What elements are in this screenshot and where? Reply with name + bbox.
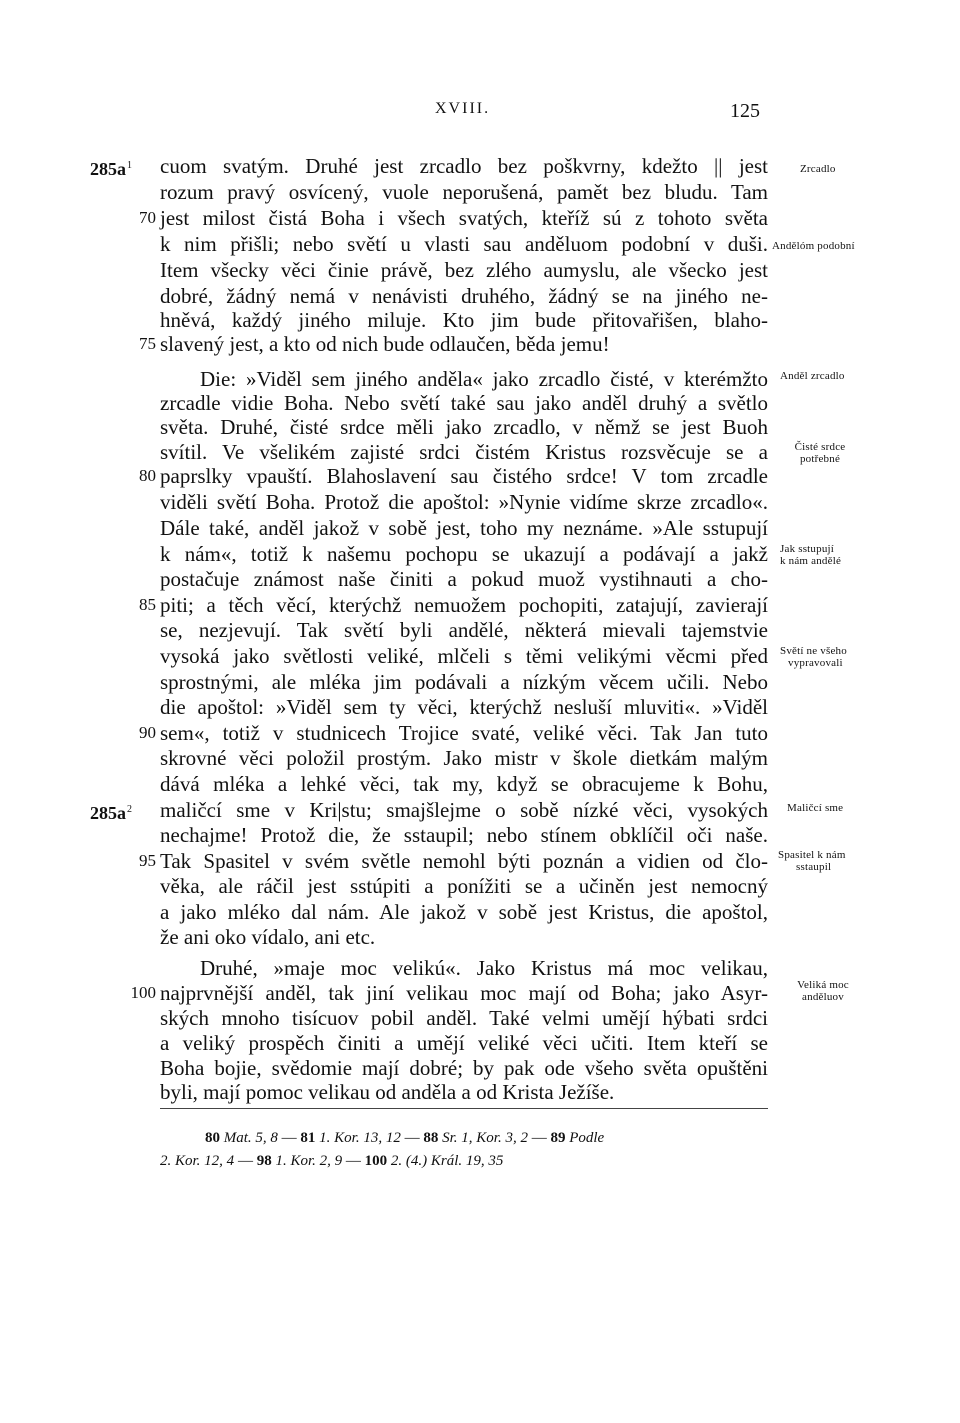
text-line: jest milost čistá Boha i všech svatých, kteříž sú z tohoto světa [160, 206, 768, 230]
margin-note: Maličcí sme [787, 802, 844, 814]
text-line: a veliký prospěch činiti a umějí veliké věci učiti. Item kteří se [160, 1031, 768, 1055]
text-line: svítil. Ve všelikém zajisté srdci čistém Kristus rozsvěcuje se a [160, 440, 768, 464]
folio-marker-1: $285a^1$ [90, 159, 132, 179]
text-line: dobré, žádný nemá v nenávisti druhého, žádný se na jiného ne- [160, 284, 768, 308]
line-number: 85 [139, 595, 156, 614]
folio-marker-2: $285a^2$ [90, 803, 132, 823]
margin-note: Zrcadlo [800, 163, 836, 175]
footnote-line: 80 Mat. 5, 8 — 81 1. Kor. 13, 12 — 88 Sr. 1, Kor. 3, 2 — 89 Podle [205, 1130, 605, 1146]
line-number: 95 [139, 851, 156, 870]
text-line: skrovné věci položil prostým. Jako mistr v škole dietkám malým [160, 746, 768, 770]
line-number: 80 [139, 466, 156, 485]
margin-note: Andělóm podobní [772, 240, 855, 252]
text-line: byli, mají pomoc velikau od anděla a od Krista Ježíše. [160, 1080, 615, 1104]
text-line: zrcadle vidie Boha. Nebo světí také sau jako anděl druhý a světlo [160, 391, 768, 415]
text-line: hněvá, každý jiného miluje. Kto jim bude přitovařišen, blaho- [160, 308, 768, 332]
text-line: ských mnoho tisícuov pobil anděl. Také velmi umějí hýbati srdci [160, 1006, 768, 1030]
text-line: k nám«, totiž k našemu pochopu se ukazují a podávají a jakž [160, 542, 768, 566]
margin-note: Veliká moc anděluov [797, 979, 849, 1003]
margin-note: Světí ne všeho vypravovali [780, 645, 847, 669]
text-line: najprvnější anděl, tak jiní velikau moc mají od Boha; jako Asyr- [160, 981, 768, 1005]
margin-note: Čisté srdce potřebné [794, 441, 846, 465]
text-line: že ani oko vídalo, ani etc. [160, 925, 376, 949]
text-line: postačuje známost naše činiti a pokud muož vystihnauti a cho- [160, 567, 768, 591]
text-line: sem«, totiž v studnicech Trojice svaté, veliké věci. Tak Jan tuto [160, 721, 768, 745]
section-number: XVIII. [435, 100, 491, 117]
text-line: rozum pravý osvícený, vuole neporušená, pamět bez bludu. Tam [160, 180, 768, 204]
text-line: se, nezjevují. Tak světí byli andělé, některá mievali tajemstvie [160, 618, 768, 642]
running-header [0, 100, 960, 130]
text-line: Tak Spasitel v svém světle nemohl býti poznán a vidien od člo- [160, 849, 768, 873]
text-line: die apoštol: »Viděl sem ty věci, kterýchž nesluší mluviti«. »Viděl [160, 695, 768, 719]
text-line: paprslky vpauští. Blahoslavení sau čistého srdce! V tom zrcadle [160, 464, 768, 488]
margin-note: Anděl zrcadlo [780, 370, 845, 382]
line-number: 100 [130, 983, 156, 1002]
text-line: Druhé, »maje moc velikú«. Jako Kristus má moc velikau, [200, 956, 768, 980]
text-line: Dále také, anděl jakož v sobě jest, toho my neznáme. »Ale sstupují [160, 516, 768, 540]
text-line: věka, ale ráčil jest sstúpiti a ponížiti se a učiněn jest nemocný [160, 874, 768, 898]
line-number: 75 [139, 334, 156, 353]
text-line: cuom svatým. Druhé jest zrcadlo bez poškvrny, kdežto || jest [160, 154, 768, 178]
text-line: k nim přišli; nebo světí u vlasti sau anděluom podobní v duši. [160, 232, 768, 256]
line-number: 90 [139, 723, 156, 742]
footnote-line: 2. Kor. 12, 4 — 98 1. Kor. 2, 9 — 100 2. (4.) Král. 19, 35 [160, 1153, 504, 1169]
text-line: dává mléka a lehké věci, tak my, když se obracujeme k Bohu, [160, 772, 768, 796]
text-line: světa. Druhé, čisté srdce měli jako zrcadlo, v němž se jest Buoh [160, 415, 768, 439]
text-line: maličcí sme v Kri|stu; smajšlejme o sobě nízké věci, vysokých [160, 798, 768, 822]
footnote-rule [160, 1108, 768, 1109]
line-number: 70 [139, 208, 156, 227]
page-number: 125 [730, 100, 760, 122]
text-line: vysoká jako světlosti veliké, mlčeli s těmi velikými věcmi před [160, 644, 768, 668]
text-line: Die: »Viděl sem jiného anděla« jako zrcadlo čisté, v kterémžto [200, 367, 768, 391]
text-line: viděli světí Boha. Protož die apoštol: »Nynie vidíme skrze zrcadlo«. [160, 490, 768, 514]
text-line: piti; a těch věcí, kterýchž nemuožem pochopiti, zatajují, zavierají [160, 593, 768, 617]
margin-note: Spasitel k nám sstaupil [778, 849, 846, 873]
text-line: sprostnými, ale mléka jim podávali a nízkým věcem učili. Nebo [160, 670, 768, 694]
text-line: a jako mléko dal nám. Ale jakož v sobě jest Kristus, die apoštol, [160, 900, 768, 924]
text-line: Boha bojie, svědomie mají dobré; by pak ode všeho světa opuštěni [160, 1056, 768, 1080]
margin-note: Jak sstupují k nám andělé [780, 543, 842, 567]
text-line: nechajme! Protož die, že sstaupil; nebo stínem obklíčil oči naše. [160, 823, 768, 847]
text-line: slavený jest, a kto od nich bude odlaučen, běda jemu! [160, 332, 610, 356]
text-line: Item všecky věci činie právě, bez zlého aumyslu, ale všecko jest [160, 258, 768, 282]
